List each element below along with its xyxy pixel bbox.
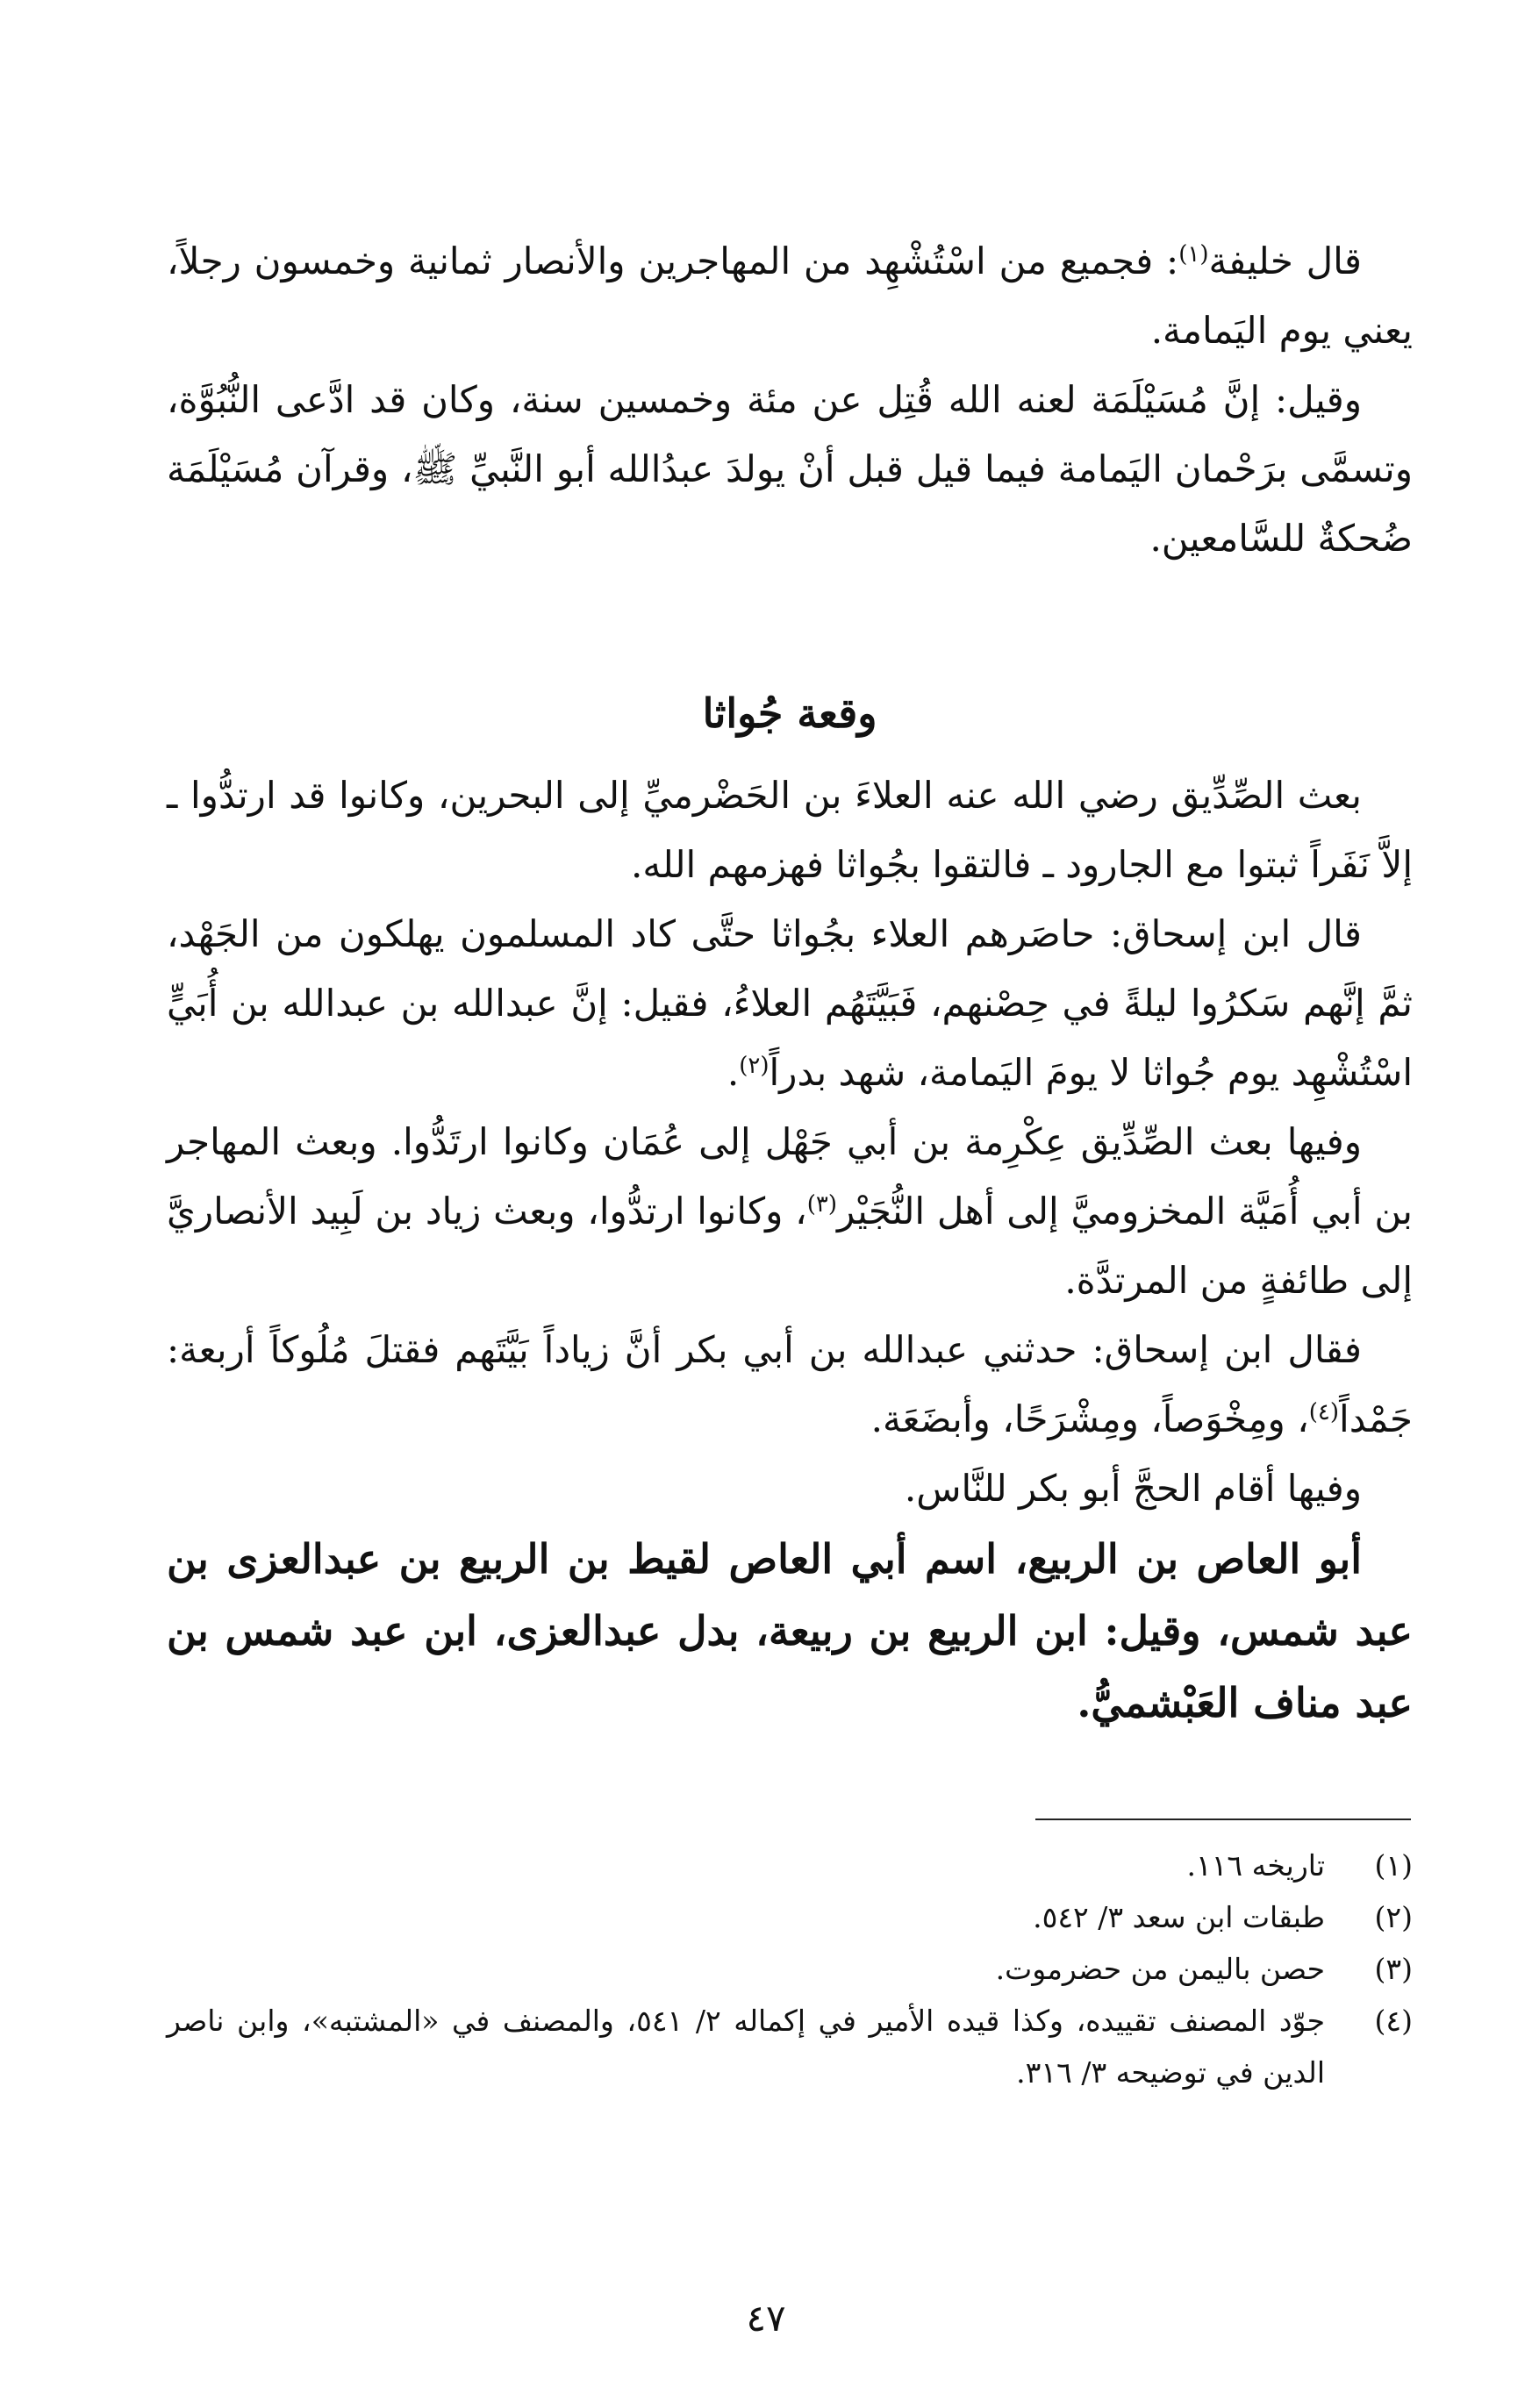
page-number: ٤٧	[746, 2297, 786, 2340]
footnotes	[167, 1840, 1413, 2098]
paragraph-khalifa: قال خليفة$^{(١)}$: فجميع من اسْتُشْهِد من المهاجرين والأنصار ثمانية وخمسون رجلاً، يعني يوم اليَمامة.	[167, 239, 1413, 352]
footnote-ref-1: (١)	[1178, 241, 1209, 268]
footnote-4	[167, 1995, 1413, 2098]
footnote-3	[167, 1943, 1413, 1995]
biography-abu-al-as: أبو العاص بن الربيع، اسم أبي العاص لقيط بن الربيع بن عبدالعزى بن عبد شمس، وقيل: ابن الربيع بن ربيعة، بدل عبدالعزى، ابن عبد شمس بن عبد مناف العَبْشميُّ.	[167, 1535, 1413, 1726]
footnote-1	[167, 1840, 1413, 1891]
footnote-text: تاريخه ١١٦.	[1186, 1848, 1325, 1883]
footnote-number: (٤)	[1374, 2004, 1413, 2038]
footnote-number: (٣)	[1374, 1952, 1413, 1986]
footnote-ref-3: (٣)	[806, 1191, 837, 1218]
footnote-number: (١)	[1374, 1848, 1413, 1883]
footnote-2	[167, 1891, 1413, 1943]
footnote-divider	[1035, 1819, 1411, 1820]
paragraph-ikrima-muhajir: وفيها بعث الصِّدِّيق عِكْرِمة بن أبي جَهْل إلى عُمَان وكانوا ارتَدُّوا. وبعث المهاجر بن أبي أُمَيَّة المخزوميَّ إلى أهل النُّجَيْر$^{(٣)}$، وكانوا ارتدُّوا، وبعث زياد بن لَبِيد الأنصاريَّ إلى طائفةٍ من المرتدَّة.	[167, 1120, 1413, 1302]
footnote-text: حصن باليمن من حضرموت.	[995, 1952, 1325, 1986]
paragraph-ibn-ishaq-siege: قال ابن إسحاق: حاصَرهم العلاء بجُواثا حتَّى كاد المسلمون يهلكون من الجَهْد، ثمَّ إنَّهم سَكرُوا ليلةً في حِصْنهم، فَبَيَّتَهُم العلاءُ، فقيل: إنَّ عبدالله بن عبدالله بن أُبَيٍّ اسْتُشْهِد يوم جُواثا لا يومَ اليَمامة، شهد بدراً$^{(٢)}$.	[167, 912, 1413, 1094]
page-body	[167, 226, 1413, 1739]
paragraph-musaylima: وقيل: إنَّ مُسَيْلَمَة لعنه الله قُتِل عن مئة وخمسين سنة، وكان قد ادَّعى النُّبُوَّة، وتسمَّى برَحْمان اليَمامة فيما قيل قبل أنْ يولدَ عبدُالله أبو النَّبيِّ ﷺ، وقرآن مُسَيْلَمَة ضُحكةٌ للسَّامعين.	[167, 378, 1413, 560]
footnote-text: طبقات ابن سعد ٣/ ٥٤٢.	[1033, 1900, 1325, 1934]
footnote-ref-4: (٤)	[1308, 1399, 1340, 1426]
section-heading: وقعة جُواثا	[702, 690, 877, 737]
footnote-number: (٢)	[1374, 1900, 1413, 1934]
paragraph-hajj: وفيها أقام الحجَّ أبو بكر للنَّاس.	[904, 1467, 1362, 1510]
paragraph-siddiq-alaa: بعث الصِّدِّيق رضي الله عنه العلاءَ بن الحَضْرميِّ إلى البحرين، وكانوا قد ارتدُّوا ـ إلاَّ نَفَراً ثبتوا مع الجارود ـ فالتقوا بجُواثا فهزمهم الله.	[167, 774, 1413, 886]
footnote-text: جوّد المصنف تقييده، وكذا قيده الأمير في إكماله ٢/ ٥٤١، والمصنف في «المشتبه»، وابن ناصر الدين في توضيحه ٣/ ٣١٦.	[167, 2004, 1325, 2090]
paragraph-ziyad-kings: فقال ابن إسحاق: حدثني عبدالله بن أبي بكر أنَّ زياداً بَيَّتَهم فقتلَ مُلُوكاً أربعة: جَمْداً$^{(٤)}$، ومِخْوَصاً، ومِشْرَحًا، وأبضَعَة.	[167, 1328, 1413, 1440]
footnote-ref-2: (٢)	[739, 1053, 770, 1079]
